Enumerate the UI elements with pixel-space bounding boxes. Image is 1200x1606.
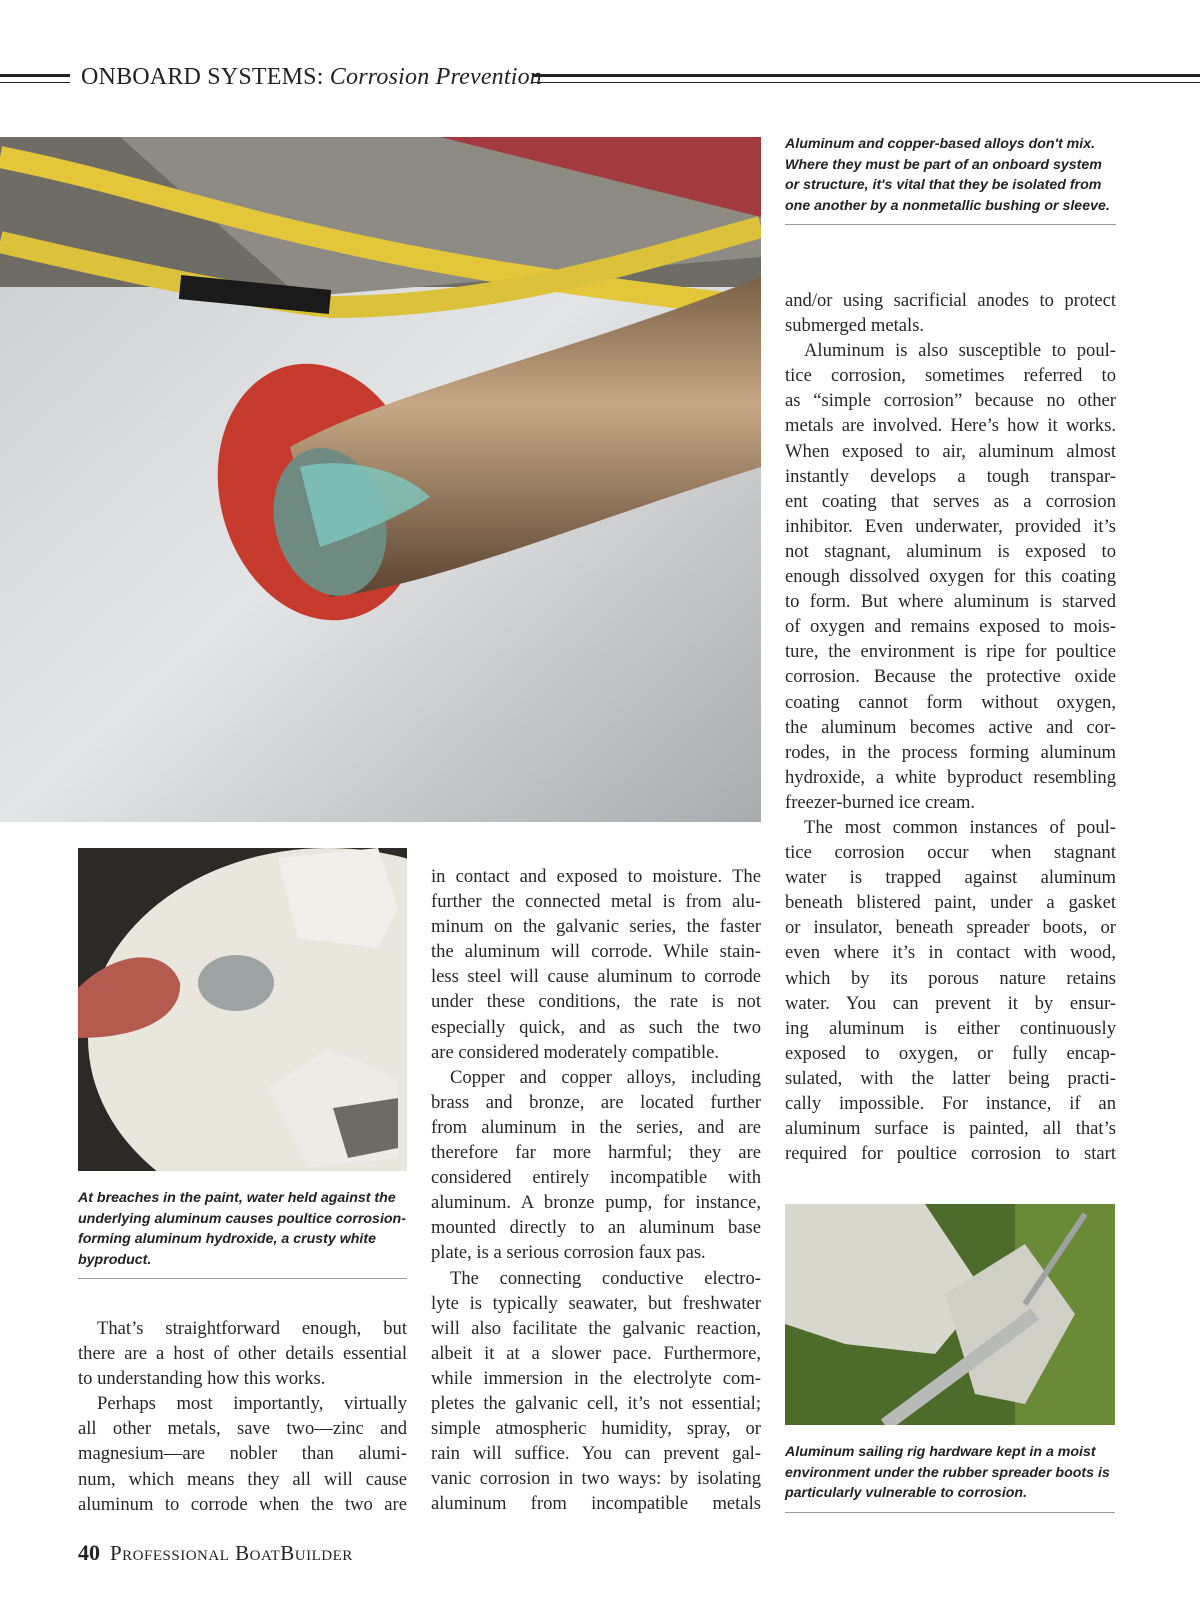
text-line: especially quick, and as such the two [431,1016,761,1038]
text-line: water. You can prevent it by ensur- [785,992,1116,1014]
text-line: Aluminum is also susceptible to poul- [804,340,1116,362]
text-line: hydroxide, a white byproduct resembling [785,766,1116,788]
text-line: rain will suffice. You can prevent gal- [431,1443,761,1465]
text-line: considered entirely incompatible with [431,1167,761,1189]
text-line: ing aluminum is either continuously [785,1017,1116,1039]
text-line: aluminum from incompatible metals [431,1493,761,1515]
text-line: The connecting conductive electro- [450,1267,761,1289]
text-line: That’s straightforward enough, but [97,1318,407,1339]
text-line: not stagnant, aluminum is exposed to [785,540,1116,562]
section-header [81,64,542,91]
text-line: as “simple corrosion” because no other [785,390,1116,412]
text-line: from aluminum in the series, and are [431,1116,761,1138]
text-line: Perhaps most importantly, virtually [97,1393,407,1415]
publication-name: Professional BoatBuilder [110,1541,353,1565]
text-line: instantly develops a tough transpar- [785,465,1116,487]
text-line: metals are involved. Here’s how it works. [785,415,1116,437]
body-column-right [785,288,1116,1166]
text-line: exposed to oxygen, or fully encap- [785,1042,1116,1064]
text-line: will also facilitate the galvanic reaction, [431,1317,761,1339]
text-line: to understanding how this works. [78,1368,326,1390]
page-number: 40 [78,1540,100,1565]
text-line: simple atmospheric humidity, spray, or [431,1418,761,1440]
text-line: in contact and exposed to moisture. The [431,866,761,887]
text-line: beneath blistered paint, under a gasket [785,892,1116,914]
body-column-left [78,1316,407,1517]
text-line: enough dissolved oxygen for this coating [785,566,1116,588]
text-line: to form. But where aluminum is starved [785,591,1116,613]
rig-hardware-photo [785,1204,1115,1425]
text-line: plate, is a serious corrosion faux pas. [431,1242,706,1264]
text-line: freezer-burned ice cream. [785,791,976,813]
text-line: aluminum. A bronze pump, for instance, [431,1192,761,1214]
text-line: even where it’s in contact with wood, [785,942,1116,964]
text-line: pletes the galvanic cell, it’s not essential; [431,1392,761,1414]
text-line: aluminum to corrode when the two are [78,1493,407,1515]
paragraph [785,815,1116,1166]
text-line: are considered moderately compatible. [431,1041,720,1063]
text-line: water is trapped against aluminum [785,867,1116,889]
text-line: required for poultice corrosion to start [785,1143,1116,1165]
text-line: coating cannot form without oxygen, [785,691,1116,713]
text-line: and/or using sacrificial anodes to protect [785,290,1116,311]
paragraph [785,338,1116,815]
section-name: ONBOARD SYSTEMS: [81,64,324,90]
text-line: magnesium—are nobler than alumi- [78,1443,407,1465]
text-line: under these conditions, the rate is not [431,991,761,1013]
text-line: the aluminum becomes active and cor- [785,716,1116,738]
text-line: therefore far more harmful; they are [431,1142,761,1164]
text-line: inhibitor. Even underwater, provided it’s [785,515,1116,537]
section-topic: Corrosion Prevention [329,64,543,90]
body-column-middle [431,864,761,1516]
text-line: corrosion. Because the protective oxide [785,666,1116,688]
text-line: while immersion in the electrolyte com- [431,1367,761,1389]
text-line: num, which means they all will cause [78,1468,407,1490]
text-line: minum on the galvanic series, the faster [431,916,761,938]
header-rule-right [532,74,1200,83]
text-line: ent coating that serves as a corrosion [785,490,1116,512]
text-line: which by its porous nature retains [785,967,1116,989]
text-line: tice corrosion occur when stagnant [785,842,1116,864]
text-line: cally impossible. For instance, if an [785,1093,1116,1114]
text-line: less steel will cause aluminum to corrode [431,966,761,988]
text-line: all other metals, save two—zinc and [78,1418,407,1440]
text-line: there are a host of other details essential [78,1343,407,1365]
rig-photo-caption: Aluminum sailing rig hardware kept in a moist environment under the rubber spreader boots is particularly vulnerable to corrosion. [785,1442,1115,1513]
text-line: or insulator, beneath spreader boots, or [785,917,1116,939]
paragraph [431,1065,761,1266]
paint-photo-caption: At breaches in the paint, water held against the underlying aluminum causes poultice corrosion-forming aluminum hydroxide, a crusty white byproduct. [78,1188,407,1279]
paragraph [431,1266,761,1517]
text-line: submerged metals. [785,315,925,337]
text-line: Copper and copper alloys, including [450,1066,761,1088]
text-line: albeit it at a slower pace. Furthermore, [431,1342,761,1364]
text-line: further the connected metal is from alu- [431,891,761,913]
text-line: the aluminum will corrode. While stain- [431,941,761,963]
text-line: When exposed to air, aluminum almost [785,440,1116,462]
text-line: The most common instances of poul- [804,816,1116,838]
text-line: brass and bronze, are located further [431,1091,761,1113]
main-photo-caption: Aluminum and copper-based alloys don't mix. Where they must be part of an onboard system or structure, it's vital that they be isolated from one another by a nonmetallic bushing or sleeve. [785,134,1116,225]
page-footer [78,1540,353,1566]
text-line: of oxygen and remains exposed to mois- [785,616,1116,638]
text-line: ture, the environment is ripe for poultice [785,641,1116,663]
header-rule-left [0,74,70,83]
copper-pipe-photo [0,137,761,822]
text-line: mounted directly to an aluminum base [431,1217,761,1239]
paragraph [785,288,1116,338]
text-line: sulated, with the latter being practi- [785,1067,1116,1089]
paint-breach-photo [78,848,407,1171]
text-line: lyte is typically seawater, but freshwater [431,1292,761,1314]
paragraph [431,864,761,1065]
text-line: rodes, in the process forming aluminum [785,741,1116,763]
paragraph [78,1391,407,1516]
text-line: vanic corrosion in two ways: by isolating [431,1468,761,1490]
text-line: aluminum surface is painted, all that’s [785,1118,1116,1140]
text-line: tice corrosion, sometimes referred to [785,365,1116,387]
paragraph [78,1316,407,1391]
